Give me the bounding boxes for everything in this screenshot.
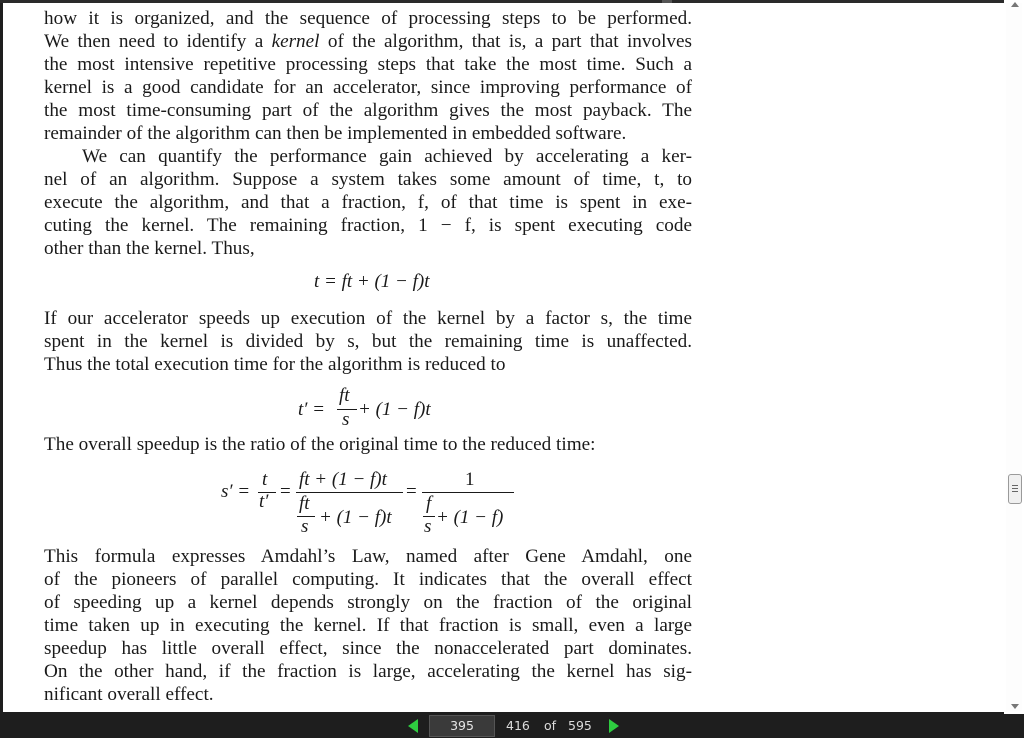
text-line: If our accelerator speeds up execution of the kernel by a factor s, the time: [44, 308, 692, 329]
text-line: nificant overall effect.: [44, 684, 214, 705]
text-line: This formula expresses Amdahl’s Law, named after Gene Amdahl, one: [44, 546, 692, 567]
eq3-f2-den-rest: + (1 − f)t: [319, 507, 392, 528]
eq3-f1-denominator: t′: [259, 491, 269, 512]
eq2-rest: + (1 − f)t: [358, 399, 431, 420]
text-line: the most time-consuming part of the algorithm gives the most payback. The: [44, 100, 692, 121]
text-line: the most intensive repetitive processing steps that take the most time. Such a: [44, 54, 692, 75]
text-line: how it is organized, and the sequence of processing steps to be performed.: [44, 8, 692, 29]
eq3-f3-numerator: 1: [465, 469, 475, 490]
eq3-f2-numerator: ft + (1 − f)t: [299, 469, 387, 490]
text-line: cuting the kernel. The remaining fraction, 1 − f, is spent executing code: [44, 215, 692, 236]
text-line: We then need to identify a kernel of the algorithm, that is, a part that involves: [44, 31, 692, 52]
eq3-f3-den-rest: + (1 − f): [436, 507, 504, 528]
text-line: of speeding up a kernel depends strongly on the fraction of the original: [44, 592, 692, 613]
text-line: spent in the kernel is divided by s, but the remaining time is unaffected.: [44, 331, 692, 352]
text-line: On the other hand, if the fraction is large, accelerating the kernel has sig-: [44, 661, 692, 682]
text-line: remainder of the algorithm can then be implemented in embedded software.: [44, 123, 627, 144]
text-line: speedup has little overall effect, since the nonaccelerated part dominates.: [44, 638, 692, 659]
eq3-f3-den-denominator: s: [424, 516, 432, 537]
text-line: The overall speedup is the ratio of the original time to the reduced time:: [44, 434, 596, 455]
eq3-f1-numerator: t: [262, 469, 268, 490]
text-line: time taken up in executing the kernel. If that fraction is small, even a large: [44, 615, 692, 636]
eq3-f3-bar: [422, 492, 514, 493]
text-line: We can quantify the performance gain achieved by accelerating a ker-: [82, 146, 692, 167]
eq3-f2-den-numerator: ft: [299, 493, 310, 514]
grip-line: [1012, 488, 1018, 489]
text-line: nel of an algorithm. Suppose a system takes some amount of time, t, to: [44, 169, 692, 190]
text-line: Thus the total execution time for the algorithm is reduced to: [44, 354, 506, 375]
total-pages-label: 595: [568, 718, 592, 733]
kernel-emphasis: kernel: [271, 31, 320, 52]
eq3-equals-1: =: [280, 481, 291, 502]
document-page: [3, 3, 1004, 712]
scroll-down-icon[interactable]: [1011, 704, 1019, 709]
grip-line: [1012, 491, 1018, 492]
next-page-icon[interactable]: [609, 719, 619, 733]
page-number-input[interactable]: 395: [429, 715, 495, 737]
scroll-up-icon[interactable]: [1011, 2, 1019, 7]
scrollbar-thumb[interactable]: [1008, 474, 1022, 504]
eq3-f3-den-numerator: f: [426, 493, 432, 514]
eq2-numerator: ft: [339, 385, 350, 406]
grip-line: [1012, 485, 1018, 486]
eq3-lhs: s′ =: [221, 481, 251, 502]
text-line: of the pioneers of parallel computing. It indicates that the overall effect: [44, 569, 692, 590]
eq3-f2-bar: [296, 492, 403, 493]
previous-page-icon[interactable]: [408, 719, 418, 733]
text-line: kernel is a good candidate for an accelerator, since improving performance of: [44, 77, 692, 98]
eq3-f2-den-denominator: s: [301, 516, 309, 537]
scrollbar-track[interactable]: [1006, 3, 1022, 711]
page-navigation-bar: [0, 714, 1024, 738]
text-line: other than the kernel. Thus,: [44, 238, 255, 259]
eq3-equals-2: =: [406, 481, 417, 502]
text-line: execute the algorithm, and that a fraction, f, of that time is spent in exe-: [44, 192, 692, 213]
eq2-lhs: t′ =: [298, 399, 326, 420]
current-page-label: 416: [506, 718, 530, 733]
of-label: of: [544, 718, 557, 733]
equation-1: t = ft + (1 − f)t: [314, 271, 430, 292]
eq2-denominator: s: [342, 409, 350, 430]
